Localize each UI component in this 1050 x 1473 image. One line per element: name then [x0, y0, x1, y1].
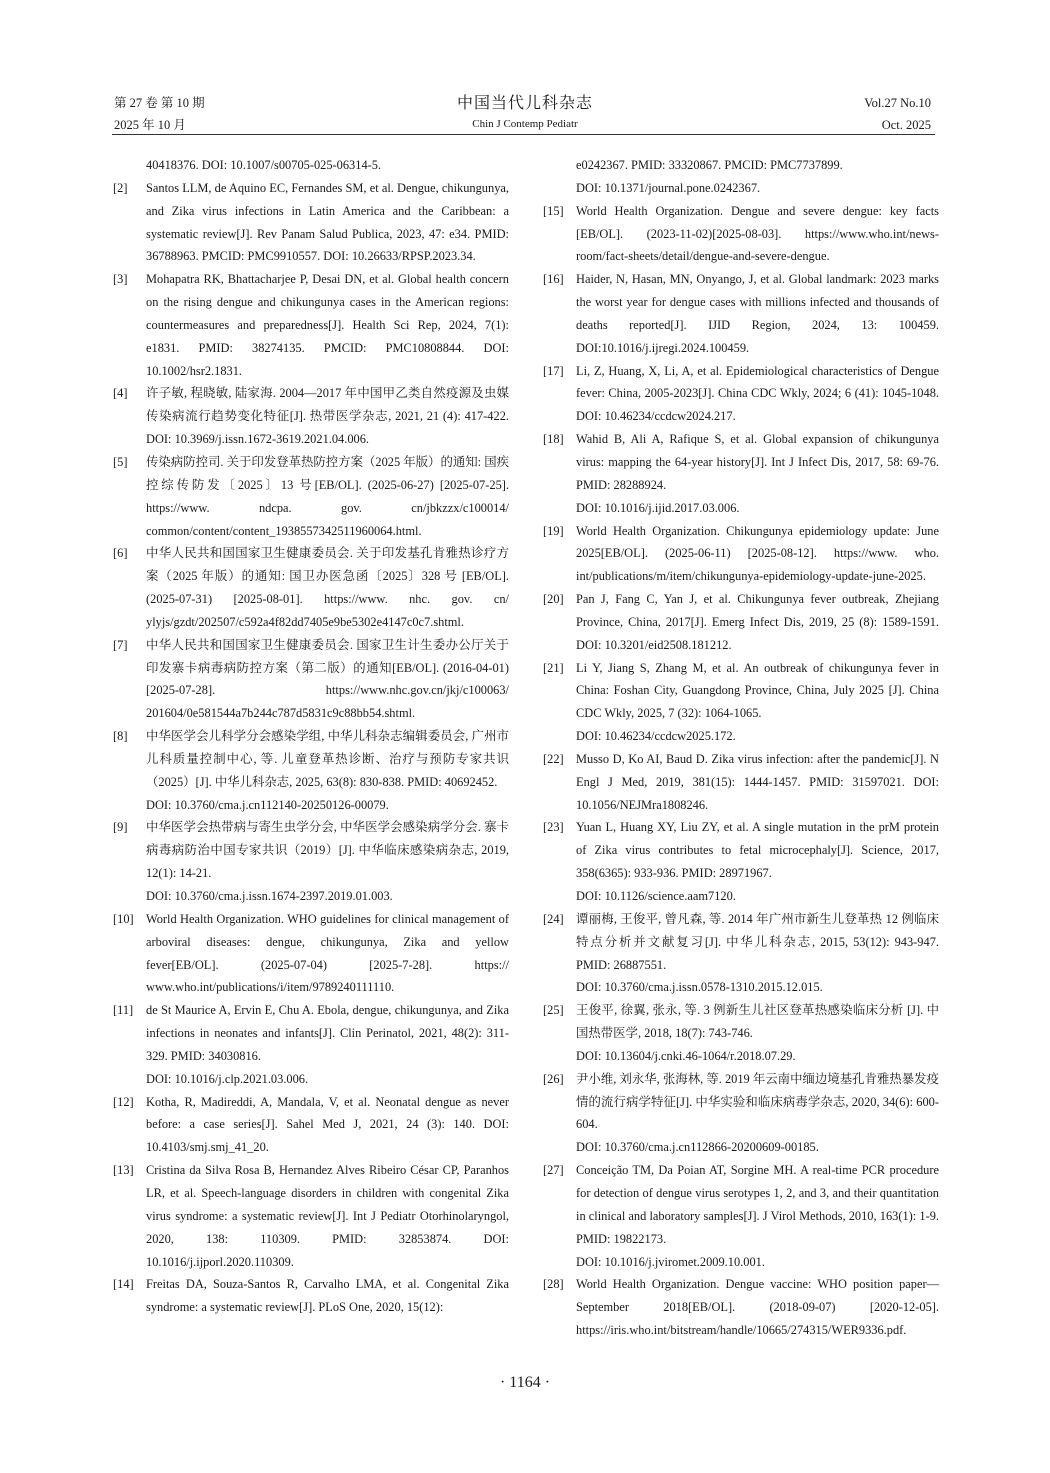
reference-number: [17]: [543, 363, 564, 378]
reference-text: World Health Organization. Chikungunya epidemiology update: June 2025[EB/OL]. (2025-06-11) [2025-08-12]. https://www. who. int/publications/m/item/chikungunya-epidemiology-update-june-2025.: [576, 523, 939, 584]
reference-column-right: [543, 154, 939, 1342]
volume-issue-en: Vol.27 No.10: [864, 96, 931, 110]
reference-number: [5]: [113, 454, 128, 469]
header-rule: [112, 134, 935, 135]
journal-title-en: Chin J Contemp Pediatr: [472, 118, 578, 130]
header-right: [864, 92, 931, 136]
reference-item: [543, 154, 939, 177]
date-en: Oct. 2025: [881, 118, 931, 132]
reference-number: [12]: [113, 1094, 134, 1109]
reference-number: [14]: [113, 1277, 134, 1292]
reference-text: 王俊平, 徐翼, 张永, 等. 3 例新生儿社区登革热感染临床分析 [J]. 中国热带医学, 2018, 18(7): 743-746.: [576, 1003, 939, 1041]
reference-text: Conceição TM, Da Poian AT, Sorgine MH. A real-time PCR procedure for detection of dengue virus serotypes 1, 2, and 3, and their quantitation in clinical and laboratory samples[J]. J Virol Methods, 2010, 163(1): 1-9. PMID: 19822173.: [576, 1163, 939, 1246]
reference-text: de St Maurice A, Ervin E, Chu A. Ebola, dengue, chikungunya, and Zika infections in neonates and infants[J]. Clin Perinatol, 2021, 48(2): 311-329. PMID: 34030816.: [146, 1003, 509, 1063]
reference-item: [543, 428, 939, 497]
reference-text: Cristina da Silva Rosa B, Hernandez Alves Ribeiro César CP, Paranhos LR, et al. Speech-language disorders in children with congenital Zika virus syndrome: a systematic review[J]. Int J Pediatr Otorhinolaryngol, 2020, 138: 110309. PMID: 32853874. DOI: 10.1016/j.ijporl.2020.110309.: [146, 1163, 509, 1269]
reference-text: DOI: 10.46234/ccdcw2025.172.: [576, 729, 736, 744]
reference-item: [543, 268, 939, 359]
reference-text: 传染病防控司. 关于印发登革热防控方案（2025 年版）的通知: 国疾控综传防发〔2025〕13 号[EB/OL]. (2025-06-27) [2025-07-25]. https://www. ndcpa. gov. cn/jbkzzx/c100014/ common/content/content_1938557342511960064.html.: [146, 454, 509, 538]
reference-item: [113, 1273, 509, 1319]
reference-item: [543, 1045, 939, 1068]
reference-item: [113, 634, 509, 725]
reference-item: [113, 794, 509, 817]
reference-text: 尹小维, 刘永华, 张海林, 等. 2019 年云南中缅边境基孔肯雅热暴发疫情的流行病学特征[J]. 中华实验和临床病毒学杂志, 2020, 34(6): 600-604.: [576, 1071, 939, 1132]
reference-text: Wahid B, Ali A, Rafique S, et al. Global expansion of chikungunya virus: mapping the 64-year history[J]. Int J Infect Dis, 2017, 58: 69-76. PMID: 28288924.: [576, 432, 939, 492]
reference-text: DOI: 10.3760/cma.j.cn112866-20200609-00185.: [576, 1140, 819, 1155]
reference-number: [18]: [543, 432, 564, 447]
reference-item: [113, 451, 509, 542]
reference-number: [6]: [113, 546, 128, 561]
reference-text: World Health Organization. Dengue vaccine: WHO position paper—September 2018[EB/OL]. (2018-09-07) [2020-12-05]. https://iris.who.int/bitstream/handle/10665/274315/WER9336.pdf.: [576, 1277, 939, 1338]
reference-text: Freitas DA, Souza-Santos R, Carvalho LMA, et al. Congenital Zika syndrome: a systematic review[J]. PLoS One, 2020, 15(12):: [146, 1277, 509, 1315]
reference-item: [113, 885, 509, 908]
reference-text: DOI: 10.3760/cma.j.issn.0578-1310.2015.12.015.: [576, 980, 823, 995]
reference-text: DOI: 10.1016/j.clp.2021.03.006.: [146, 1071, 309, 1086]
reference-text: Santos LLM, de Aquino EC, Fernandes SM, et al. Dengue, chikungunya, and Zika virus infections in Latin America and the Caribbean: a systematic review[J]. Rev Panam Salud Publica, 2023, 47: e34. PMID: 36788963. PMCID: PMC9910557. DOI: 10.26633/RPSP.2023.34.: [146, 180, 509, 264]
reference-item: [543, 976, 939, 999]
reference-item: [543, 657, 939, 726]
reference-item: [543, 816, 939, 885]
reference-number: [2]: [113, 180, 128, 195]
reference-text: DOI: 10.1016/j.jviromet.2009.10.001.: [576, 1254, 765, 1269]
reference-item: [113, 816, 509, 885]
reference-text: 中华医学会热带病与寄生虫学分会, 中华医学会感染病学分会. 寨卡病毒病防治中国专家共识（2019）[J]. 中华临床感染病杂志, 2019, 12(1): 14-21.: [146, 820, 509, 881]
reference-text: DOI: 10.1016/j.ijid.2017.03.006.: [576, 500, 740, 515]
reference-item: [543, 520, 939, 589]
reference-item: [543, 748, 939, 817]
reference-item: [543, 497, 939, 520]
reference-item: [113, 177, 509, 268]
reference-text: Li Y, Jiang S, Zhang M, et al. An outbreak of chikungunya fever in China: Foshan City, Guangdong Province, China, July 2025 [J]. China CDC Wkly, 2025, 7 (32): 1064-1065.: [576, 660, 939, 721]
reference-text: World Health Organization. Dengue and severe dengue: key facts [EB/OL]. (2023-11-02)[2025-08-03]. https://www.who.int/news-room/fact-sheets/detail/dengue-and-severe-dengue.: [576, 203, 939, 264]
reference-number: [21]: [543, 660, 564, 675]
journal-title-cn: 中国当代儿科杂志: [456, 95, 593, 112]
reference-number: [8]: [113, 729, 128, 744]
reference-text: DOI: 10.1371/journal.pone.0242367.: [576, 180, 761, 195]
reference-text: DOI: 10.3760/cma.j.issn.1674-2397.2019.01.003.: [146, 889, 393, 903]
reference-item: [543, 1159, 939, 1250]
reference-number: [15]: [543, 203, 564, 218]
reference-text: Haider, N, Hasan, MN, Onyango, J, et al. Global landmark: 2023 marks the worst year for dengue cases with millions infected and thousands of deaths reported[J]. IJID Region, 2024, 13: 100459. DOI:10.1016/j.ijregi.2024.100459.: [576, 272, 939, 355]
reference-number: [9]: [113, 820, 128, 835]
reference-item: [543, 588, 939, 657]
reference-item: [113, 908, 509, 999]
reference-number: [20]: [543, 592, 564, 607]
date-cn: 2025 年 10 月: [114, 118, 186, 132]
reference-number: [19]: [543, 523, 564, 538]
reference-text: 中华人民共和国国家卫生健康委员会. 关于印发基孔肯雅热诊疗方案（2025 年版）的通知: 国卫办医急函〔2025〕328 号 [EB/OL]. (2025-07-31) [2025-08-01]. https://www. nhc. gov. cn/ ylyjs/gzdt/202507/c592a4f82dd7405e9be5302e4147c0c7.shtml.: [146, 546, 509, 629]
reference-item: [543, 999, 939, 1045]
reference-item: [543, 1068, 939, 1137]
reference-item: [543, 200, 939, 269]
reference-item: [113, 725, 509, 794]
reference-item: [543, 1251, 939, 1274]
reference-item: [543, 908, 939, 977]
reference-column-left: [113, 154, 509, 1319]
reference-number: [27]: [543, 1163, 564, 1178]
reference-text: Musso D, Ko AI, Baud D. Zika virus infection: after the pandemic[J]. N Engl J Med, 2019, 381(15): 1444-1457. PMID: 31597021. DOI: 10.1056/NEJMra1808246.: [576, 751, 939, 812]
reference-text: 谭丽梅, 王俊平, 曾凡森, 等. 2014 年广州市新生儿登革热 12 例临床特点分析并文献复习[J]. 中华儿科杂志, 2015, 53(12): 943-947. PMID: 26887551.: [576, 911, 939, 972]
reference-item: [113, 1159, 509, 1273]
reference-item: [543, 177, 939, 200]
reference-number: [13]: [113, 1163, 134, 1178]
reference-number: [10]: [113, 911, 134, 926]
reference-item: [543, 1273, 939, 1342]
reference-text: 中华人民共和国国家卫生健康委员会. 国家卫生计生委办公厅关于印发寨卡病毒病防控方案（第二版）的通知[EB/OL]. (2016-04-01)[2025-07-28]. https://www.nhc.gov.cn/jkj/c100063/ 201604/0e581544a7b244c787d5831c9c88bb54.shtml.: [146, 637, 509, 721]
reference-number: [23]: [543, 820, 564, 835]
reference-number: [28]: [543, 1277, 564, 1292]
reference-text: 中华医学会儿科学分会感染学组, 中华儿科杂志编辑委员会, 广州市儿科质量控制中心, 等. 儿童登革热诊断、治疗与预防专家共识（2025）[J]. 中华儿科杂志, 2025, 63(8): 830-838. PMID: 40692452.: [146, 729, 509, 789]
reference-text: 40418376. DOI: 10.1007/s00705-025-06314-5.: [146, 158, 382, 172]
reference-number: [26]: [543, 1071, 564, 1086]
reference-number: [3]: [113, 272, 128, 287]
reference-item: [113, 154, 509, 177]
reference-item: [543, 1136, 939, 1159]
reference-item: [543, 725, 939, 748]
reference-item: [113, 382, 509, 451]
reference-number: [25]: [543, 1003, 564, 1018]
reference-text: Mohapatra RK, Bhattacharjee P, Desai DN, et al. Global health concern on the rising dengue and chikungunya cases in the American regions: countermeasures and preparedness[J]. Health Sci Rep, 2024, 7(1): e1831. PMID: 38274135. PMCID: PMC10808844. DOI: 10.1002/hsr2.1831.: [146, 272, 509, 378]
reference-number: [4]: [113, 386, 128, 401]
reference-item: [543, 360, 939, 429]
reference-number: [24]: [543, 911, 564, 926]
reference-number: [7]: [113, 637, 128, 652]
reference-text: DOI: 10.13604/j.cnki.46-1064/r.2018.07.29.: [576, 1048, 796, 1063]
reference-text: e0242367. PMID: 33320867. PMCID: PMC7737899.: [576, 158, 843, 172]
reference-item: [113, 268, 509, 382]
reference-item: [543, 885, 939, 908]
reference-text: DOI: 10.1126/science.aam7120.: [576, 889, 736, 903]
volume-issue-cn: 第 27 卷 第 10 期: [114, 96, 205, 110]
reference-item: [113, 1068, 509, 1091]
reference-number: [11]: [113, 1003, 134, 1018]
reference-text: Kotha, R, Madireddi, A, Mandala, V, et al. Neonatal dengue as never before: a case series[J]. Sahel Med J, 2021, 24 (3): 140. DOI: 10.4103/smj.smj_41_20.: [146, 1094, 509, 1155]
page-number: · 1164 ·: [499, 1374, 551, 1391]
reference-text: Pan J, Fang C, Yan J, et al. Chikungunya fever outbreak, Zhejiang Province, China, 2017[J]. Emerg Infect Dis, 2019, 25 (8): 1589-1591. DOI: 10.3201/eid2508.181212.: [576, 592, 939, 652]
reference-text: Yuan L, Huang XY, Liu ZY, et al. A single mutation in the prM protein of Zika virus contributes to fetal microcephaly[J]. Science, 2017, 358(6365): 933-936. PMID: 28971967.: [576, 820, 939, 881]
reference-text: DOI: 10.3760/cma.j.cn112140-20250126-00079.: [146, 797, 389, 812]
reference-number: [16]: [543, 272, 564, 287]
reference-number: [22]: [543, 751, 564, 766]
reference-text: 许子敏, 程晓敏, 陆家海. 2004—2017 年中国甲乙类自然疫源及虫媒传染病流行趋势变化特征[J]. 热带医学杂志, 2021, 21 (4): 417-422. DOI: 10.3969/j.issn.1672-3619.2021.04.006.: [146, 386, 509, 447]
reference-item: [113, 542, 509, 633]
reference-item: [113, 999, 509, 1068]
reference-text: Li, Z, Huang, X, Li, A, et al. Epidemiological characteristics of Dengue fever: China, 2005-2023[J]. China CDC Wkly, 2024; 6 (41): 1045-1048. DOI: 10.46234/ccdcw2024.217.: [576, 363, 939, 424]
reference-text: World Health Organization. WHO guidelines for clinical management of arboviral diseases: dengue, chikungunya, Zika and yellow fever[EB/OL]. (2025-07-04) [2025-7-28]. https:// www.who.int/publications/i/item/9789240111110.: [146, 911, 509, 995]
reference-item: [113, 1091, 509, 1160]
